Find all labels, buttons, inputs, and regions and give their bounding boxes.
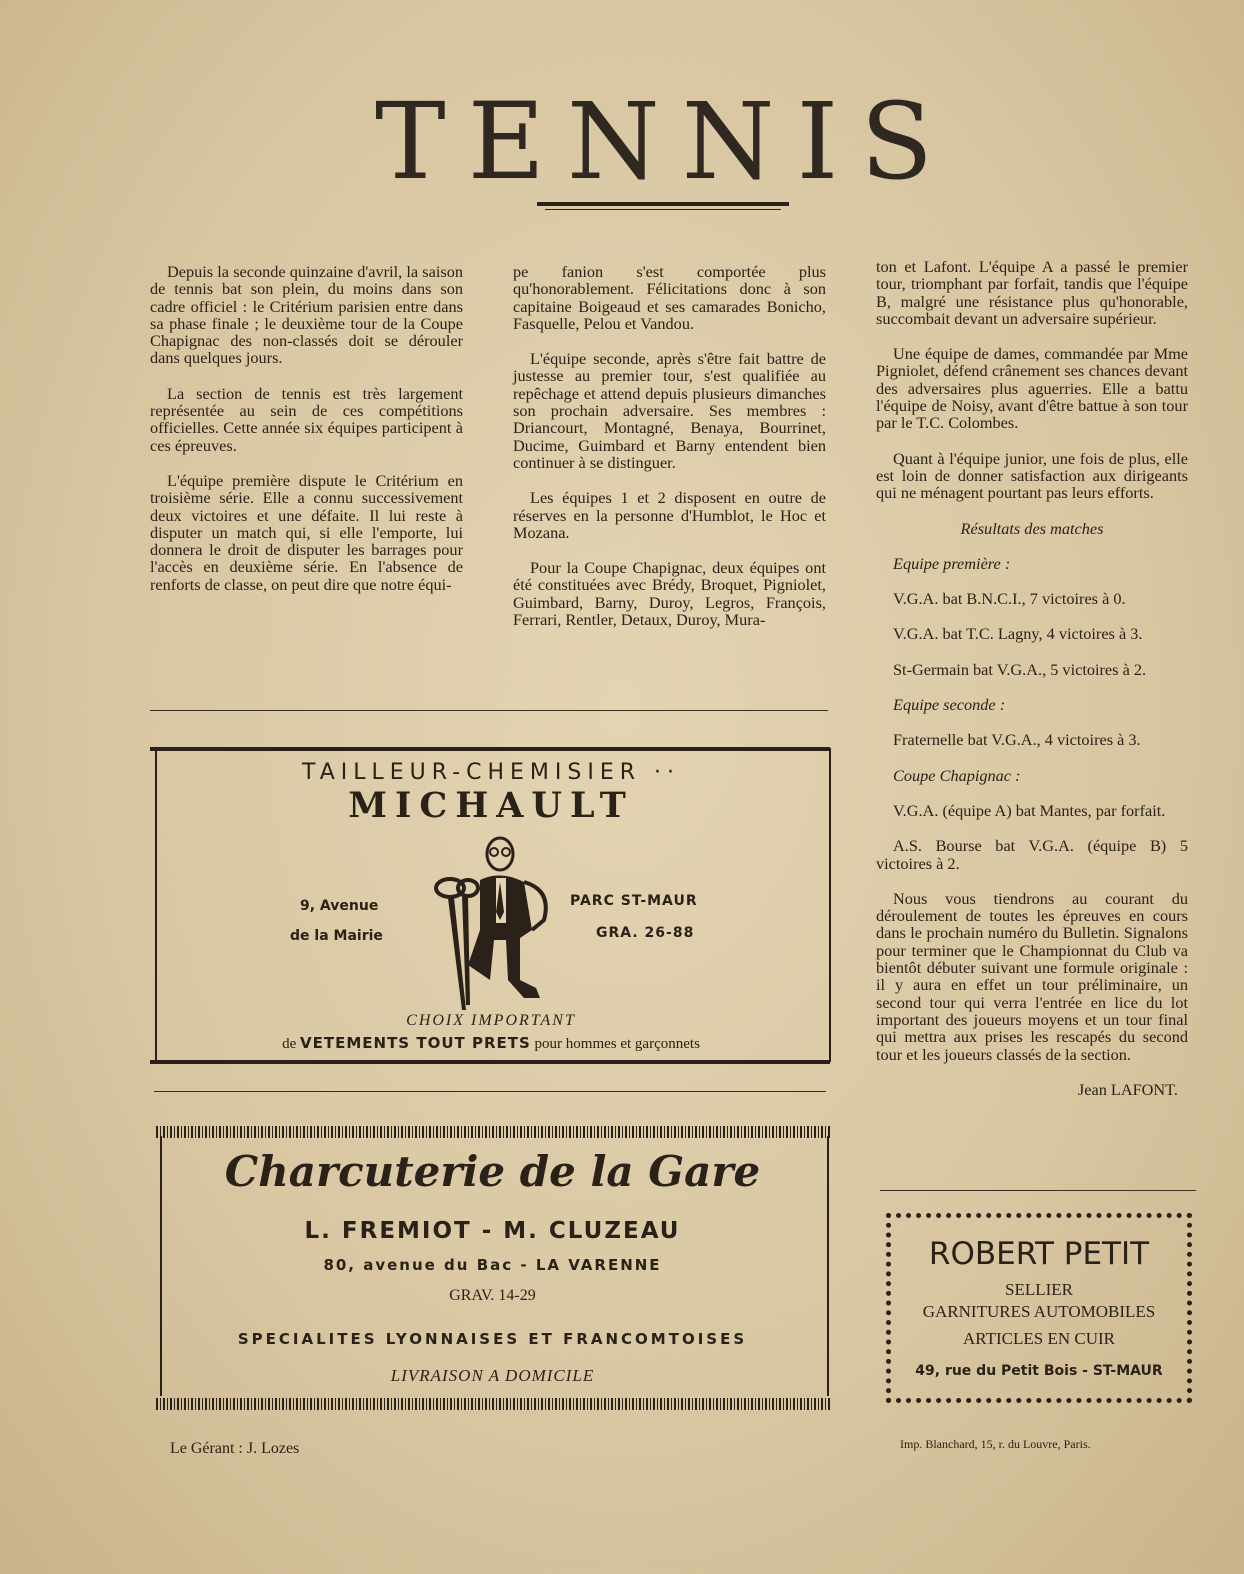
ad-michault-vet-bold: VETEMENTS TOUT PRETS [300, 1034, 531, 1052]
results-group-heading: Coupe Chapignac : [893, 765, 1021, 785]
closing-paragraph: Nous vous tiendrons au courant du déroulement de toutes les épreuves en cours dans le prochain numéro du Bulletin. Signalons pour terminer que le Championnat du Club va bientôt débuter suivant une formule originale : il y aura en effet un tour préliminaire, un second tour qui verra l'entrée en lice du lot important des joueurs moyens et un tour final qui mettra aux prises les rescapés du second tour et les joueurs classés de la section. [876, 888, 1188, 1064]
result-line: V.G.A. bat B.N.C.I., 7 victoires à 0. [893, 589, 1126, 609]
page-title: TENNIS [374, 80, 956, 203]
divider [150, 710, 828, 711]
paragraph: L'équipe seconde, après s'être fait battre de justesse au premier tour, s'est qualifiée au repêchage et attend depuis plusieurs dimanches son prochain adversaire. Ses membres : Driancourt, Montagné, Benaya, Bourrinet, Ducime, Guimbard et Barny entendent bien continuer à se distinguer. [513, 349, 826, 472]
paragraph: La section de tennis est très largement représentée au sein de ces compétitions officielles. Cette année six équipes participent à ces épreuves. [150, 383, 463, 455]
ad-border-bottom [156, 1398, 831, 1410]
result-line: Fraternelle bat V.G.A., 4 victoires à 3. [893, 730, 1141, 750]
ad-charcuterie-phone: GRAV. 14-29 [449, 1287, 536, 1304]
paragraph: Quant à l'équipe junior, une fois de plus, elle est loin de donner satisfaction aux dirigeants qui ne ménagent pourtant pas leurs efforts. [876, 448, 1188, 503]
divider [880, 1190, 1196, 1191]
ad-charcuterie-owners: L. FREMIOT - M. CLUZEAU [304, 1218, 681, 1244]
paragraph: Depuis la seconde quinzaine d'avril, la saison de tennis bat son plein, du moins dans son cadre officiel : le Critérium parisien entre dans sa phase finale ; le deuxième tour de la Coupe Chapignac des non-classés doit se dérouler dans quelques jours. [150, 262, 463, 368]
ad-petit-line: ARTICLES EN CUIR [963, 1329, 1115, 1348]
paragraph: pe fanion s'est comportée plus qu'honorablement. Félicitations donc à son capitaine Boigeaud et ses camarades Bonicho, Fasquelle, Pelou et Vandou. [513, 262, 826, 333]
paragraph: ton et Lafont. L'équipe A a passé le premier tour, triomphant par forfait, tandis que l'équipe B, malgré une résistance plus qu'honorable, succombait devant un adversaire supérieur. [876, 257, 1188, 328]
results-title: Résultats des matches [960, 518, 1104, 538]
paragraph: Les équipes 1 et 2 disposent en outre de réserves en la personne d'Humblot, le Hoc et Mozana. [513, 488, 826, 542]
result-line: St-Germain bat V.G.A., 5 victoires à 2. [893, 659, 1147, 679]
divider [154, 1091, 826, 1092]
results-group-first-team [876, 555, 1188, 678]
ad-charcuterie-name: Charcuterie de la Gare [224, 1147, 761, 1196]
footer-gerant: Le Gérant : J. Lozes [170, 1440, 300, 1457]
ad-petit-address: 49, rue du Petit Bois - ST-MAUR [915, 1363, 1163, 1379]
article-column-3 [876, 258, 1188, 1098]
ad-petit-line: GARNITURES AUTOMOBILES [922, 1302, 1156, 1321]
result-line: A.S. Bourse bat V.G.A. (équipe B) 5 victoires à 2. [876, 836, 1188, 873]
article-column-1 [150, 263, 463, 611]
ad-michault-address-line-2: de la Mairie [290, 928, 383, 944]
author-signature: Jean LAFONT. [1077, 1079, 1178, 1099]
results-group-heading: Equipe première : [893, 553, 1011, 573]
ad-charcuterie-specialties: SPECIALITES LYONNAISES ET FRANCOMTOISES [237, 1330, 748, 1348]
article-column-2 [513, 263, 826, 646]
ad-petit-line: SELLIER [1005, 1280, 1073, 1299]
ad-charcuterie-address: 80, avenue du Bac - LA VARENNE [323, 1256, 662, 1274]
ad-michault-address-line-1: 9, Avenue [300, 898, 379, 914]
ad-border-bottom [150, 1060, 830, 1064]
ad-michault-vetements [155, 1034, 827, 1053]
ad-michault-phone: GRA. 26-88 [596, 925, 695, 941]
ad-michault-vet-pre: de [282, 1036, 297, 1052]
ad-charcuterie-delivery: LIVRAISON A DOMICILE [390, 1366, 595, 1385]
tailor-illustration-icon [428, 830, 558, 1015]
result-line: V.G.A. (équipe A) bat Mantes, par forfait. [893, 800, 1166, 820]
paragraph: L'équipe première dispute le Critérium en troisième série. Elle a connu successivement deux victoires et une défaite. Il lui reste à disputer un match qui, si elle l'emporte, lui donnera le droit de disputer les barrages pour l'accès en deuxième série. En l'absence de renforts de classe, on peut dire que notre équi- [150, 470, 463, 594]
results-group-coupe [876, 767, 1188, 872]
ad-petit-name: ROBERT PETIT [928, 1236, 1150, 1272]
ad-michault-vet-post: pour hommes et garçonnets [534, 1036, 700, 1052]
ad-michault-location: PARC ST-MAUR [570, 893, 698, 909]
ad-michault-trade: TAILLEUR-CHEMISIER ·· [301, 760, 680, 785]
results-group-heading: Equipe seconde : [893, 695, 1006, 715]
title-underline-thin [545, 209, 781, 210]
ad-michault-name: MICHAULT [348, 785, 634, 826]
title-underline [537, 202, 789, 206]
result-line: V.G.A. bat T.C. Lagny, 4 victoires à 3. [893, 624, 1143, 644]
paragraph: Pour la Coupe Chapignac, deux équipes ont été constituées avec Brédy, Broquet, Pigniolet, Guimbard, Barny, Duroy, Legros, François, Ferrari, Rentler, Detaux, Duroy, Mura- [513, 558, 826, 630]
results-group-second-team [876, 696, 1188, 749]
ad-michault-choix: CHOIX IMPORTANT [406, 1012, 576, 1029]
paragraph: Une équipe de dames, commandée par Mme Pigniolet, défend crânement ses chances devant des adversaires plus aguerries. Elle a battu l'équipe de Noisy, avant d'être battue à son tour par le T.C. Colombes. [876, 344, 1188, 433]
footer-printer: Imp. Blanchard, 15, r. du Louvre, Paris. [900, 1437, 1091, 1451]
